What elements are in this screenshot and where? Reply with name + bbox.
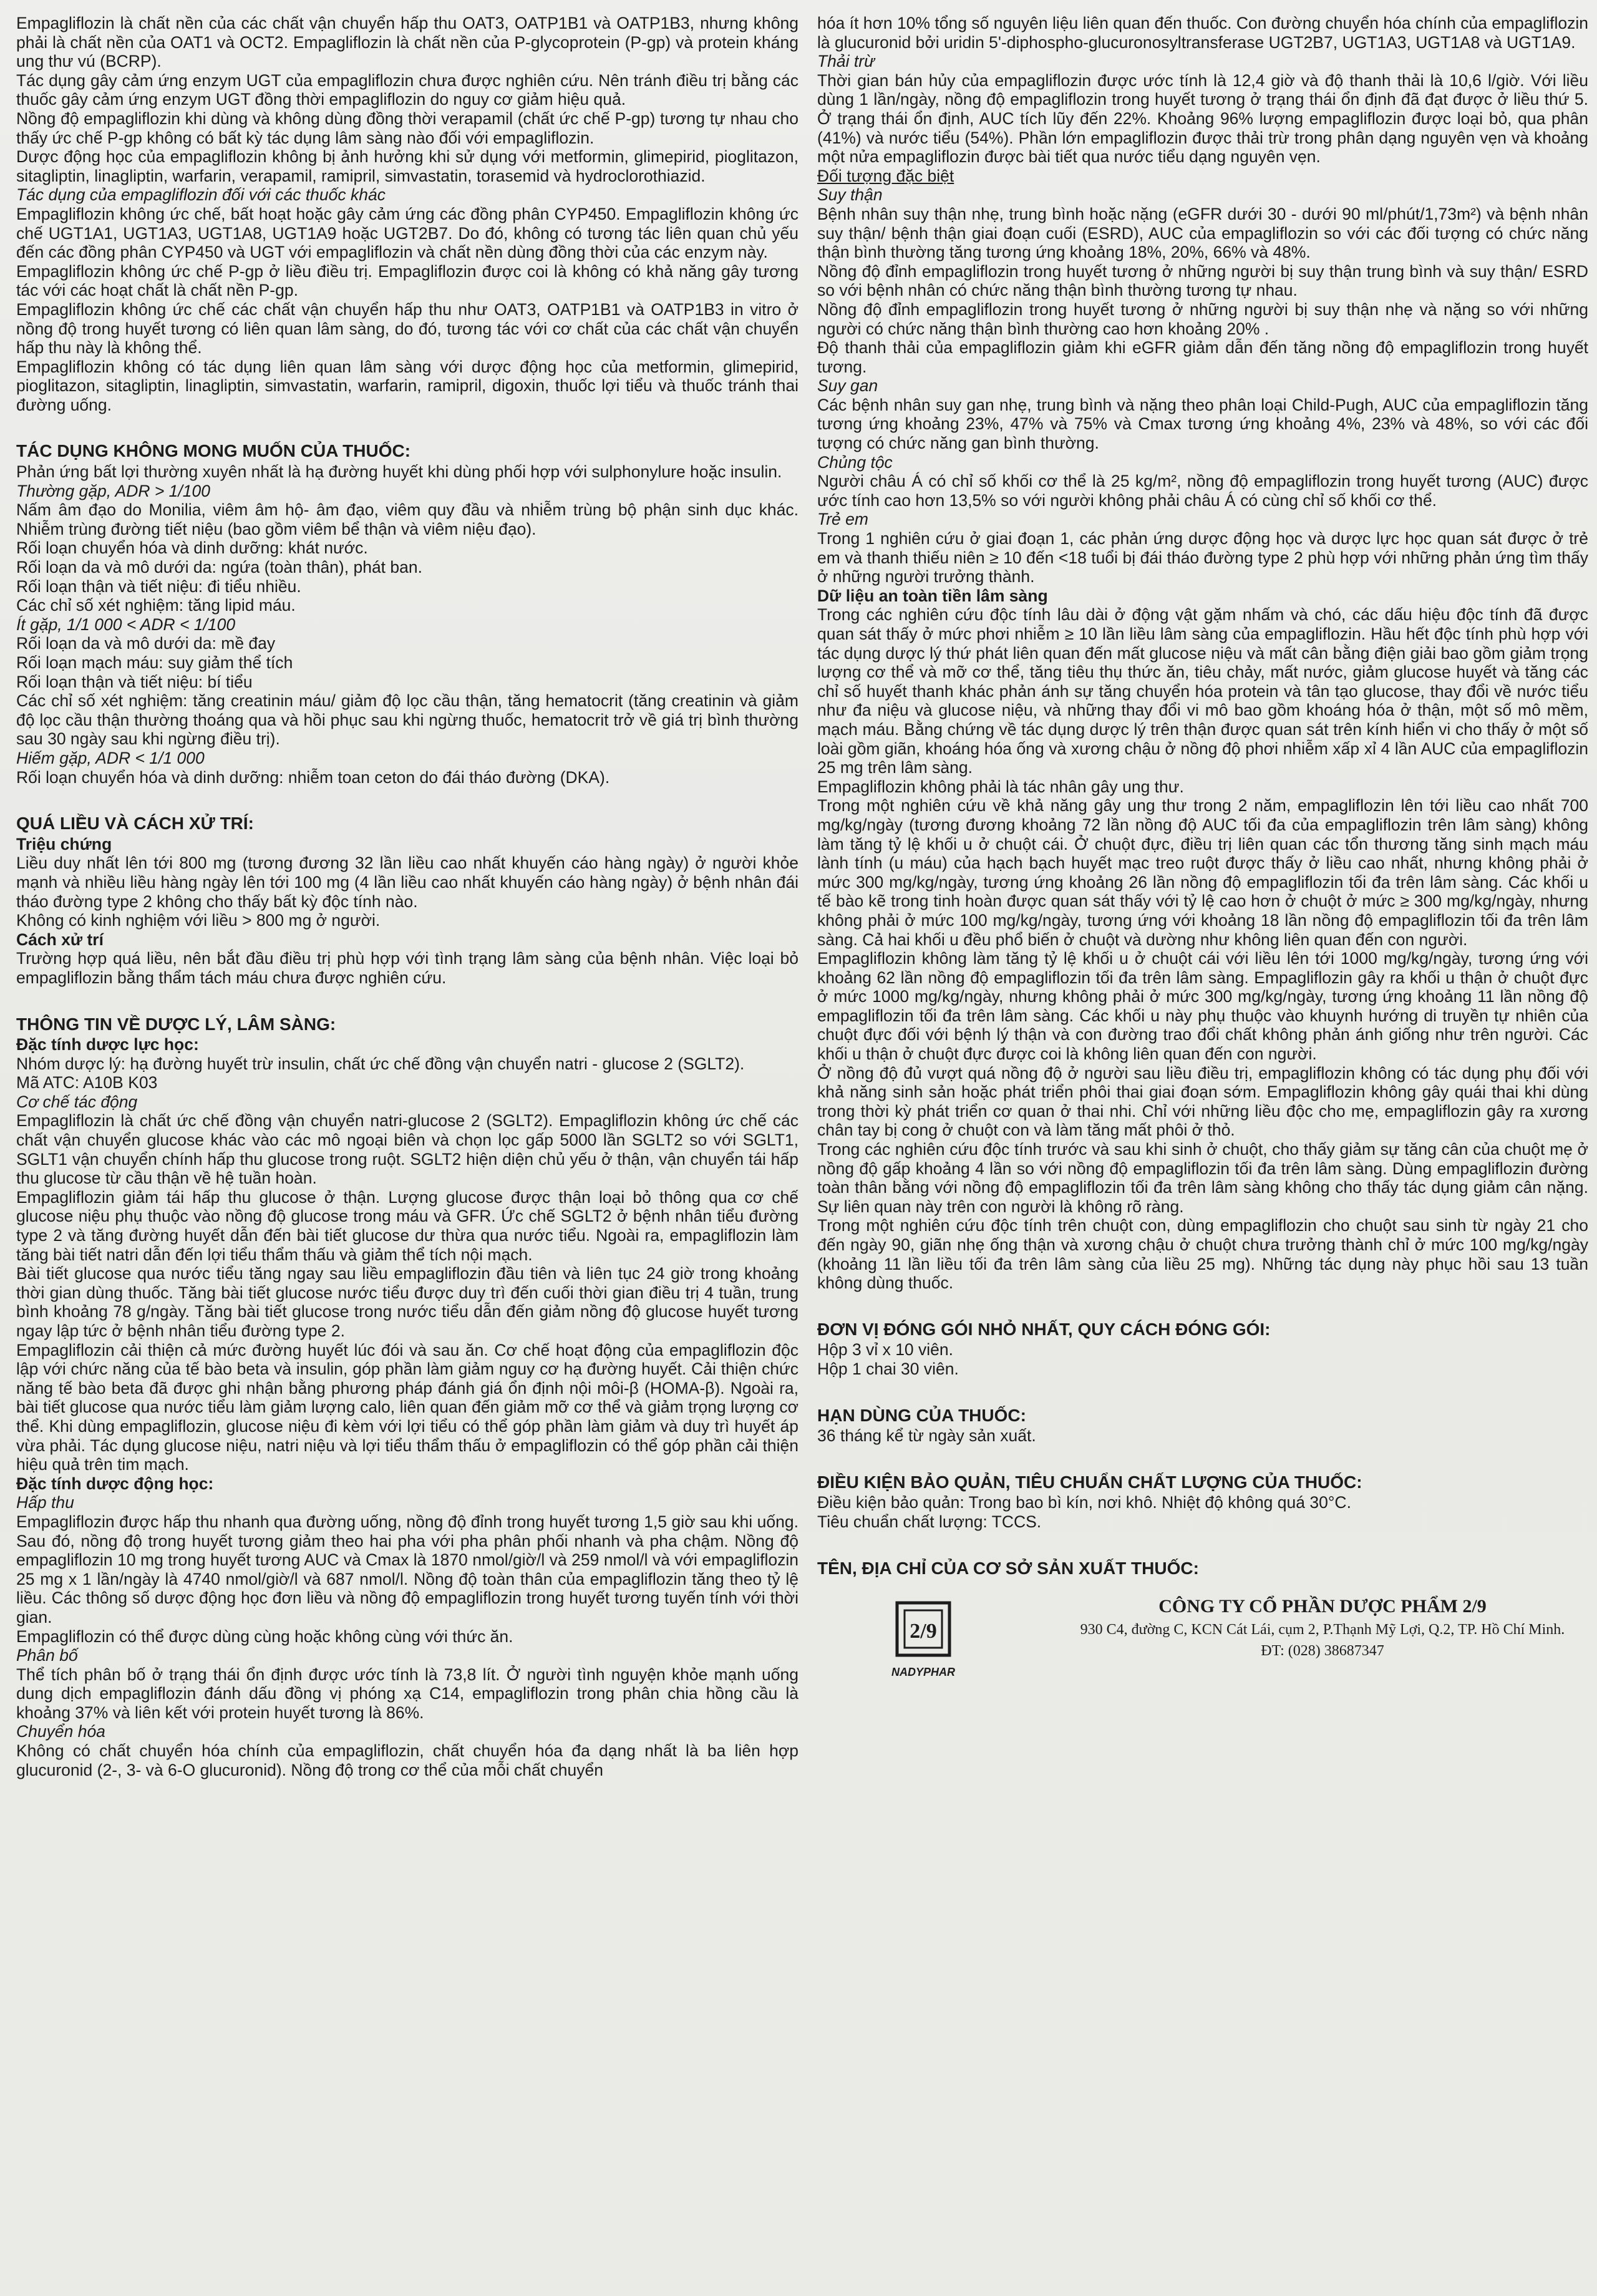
atc-code: Mã ATC: A10B K03 [16, 1073, 158, 1092]
company-info [1067, 1594, 1578, 1661]
adverse-paragraph: Rối loạn da và mô dưới da: mề đay [16, 634, 276, 653]
subheading-absorption: Hấp thu [16, 1493, 74, 1512]
pharmacodynamics-paragraph: Empagliflozin cải thiện cả mức đường huyết lúc đói và sau ăn. Cơ chế hoạt động của empagliflozin độc lập với chức năng của tế bào beta và insulin, góp phần làm giảm nguy cơ hạ đường huyết. Cải thiện chức năng tế bào beta đã được ghi nhận bằng phương pháp đánh giá ổn định nội môi-β (HOMA-β). Ngoài ra, bài tiết glucose qua nước tiểu làm giảm lượng calo, liên quan đến giảm mỡ cơ thể và giảm trọng lượng cơ thể. Khi dùng empagliflozin, glucose niệu đi kèm với lợi tiểu có thể góp phần làm giảm và duy trì huyết áp vừa phải. Tác dụng glucose niệu, natri niệu và lợi tiểu thẩm thấu ở empagliflozin có thể góp phần cải thiện hiệu quả trên tim mạch. [16, 1340, 798, 1474]
overdose-paragraph: Liều duy nhất lên tới 800 mg (tương đương 32 lần liều cao nhất khuyến cáo hàng ngày) ở người khỏe mạnh và nhiều liều hàng ngày lên tới 100 mg (4 lần liều cao nhất khuyến cáo hàng ngày) ở bệnh nhân đái tháo đường type 2 không cho thấy bất kỳ độc tính nào. [16, 854, 798, 911]
heading-pharmacology: THÔNG TIN VỀ DƯỢC LÝ, LÂM SÀNG: [16, 1014, 336, 1034]
safety-paragraph: Empagliflozin không phải là tác nhân gây ung thư. [817, 777, 1184, 796]
interaction-paragraph: Empagliflozin không ức chế, bất hoạt hoặc gây cảm ứng các đồng phân CYP450. Empagliflozin không ức chế UGT1A1, UGT1A3, UGT1A8, UGT1A9 hoặc UGT2B7. Do đó, không có tương tác liên quan chủ yếu đến các đồng phân CYP450 và UGT với empagliflozin và chất nền dùng đồng thời của các enzym này. [16, 204, 798, 262]
subheading-children: Trẻ em [817, 510, 868, 529]
heading-adverse-effects: TÁC DỤNG KHÔNG MONG MUỐN CỦA THUỐC: [16, 441, 411, 461]
subheading-treatment: Cách xử trí [16, 930, 104, 949]
safety-paragraph: Trong các nghiên cứu độc tính trước và sau khi sinh ở chuột, cho thấy giảm sự tăng cân của chuột mẹ ở nồng độ gấp khoảng 4 lần so với nồng độ empagliflozin tối đa trên lâm sàng. Dùng empagliflozin đường toàn thân bằng với nồng độ empagliflozin tối đa trên lâm sàng không cho thấy tác dụng giảm cân nặng. Sự liên quan này trên con người là không rõ ràng. [817, 1140, 1588, 1216]
subheading-common: Thường gặp, ADR > 1/100 [16, 481, 210, 500]
renal-paragraph: Độ thanh thải của empagliflozin giảm khi eGFR giảm dẫn đến tăng nồng độ empagliflozin trong huyết tương. [817, 338, 1588, 376]
pharmacodynamics-paragraph: Bài tiết glucose qua nước tiểu tăng ngay sau liều empagliflozin đầu tiên và liên tục 24 giờ trong khoảng thời gian dùng thuốc. Tăng bài tiết glucose nước tiểu được duy trì đến cuối thời gian điều trị 4 tuần, trung bình khoảng 78 g/ngày. Tăng bài tiết glucose trong nước tiểu dẫn đến giảm nồng độ glucose huyết tương ngay lập tức ở bệnh nhân tiểu đường type 2. [16, 1264, 798, 1340]
adverse-paragraph: Phản ứng bất lợi thường xuyên nhất là hạ đường huyết khi dùng phối hợp với sulphonylure hoặc insulin. [16, 462, 782, 482]
subheading-mechanism: Cơ chế tác động [16, 1092, 138, 1111]
subheading-preclinical-safety: Dữ liệu an toàn tiền lâm sàng [817, 586, 1048, 605]
subheading-pharmacodynamics: Đặc tính dược lực học: [16, 1035, 199, 1054]
adverse-paragraph: Rối loạn mạch máu: suy giảm thể tích [16, 653, 293, 672]
interaction-paragraph: Empagliflozin là chất nền của các chất vận chuyển hấp thu OAT3, OATP1B1 và OATP1B3, nhưng không phải là chất nền của OAT1 và OCT2. Empagliflozin là chất nền của P-glycoprotein (P-gp) và protein kháng ung thư vú (BCRP). [16, 14, 798, 71]
company-address: 930 C4, đường C, KCN Cát Lái, cụm 2, P.Thạnh Mỹ Lợi, Q.2, TP. Hồ Chí Minh. [1080, 1622, 1565, 1638]
heading-overdose: QUÁ LIỀU VÀ CÁCH XỬ TRÍ: [16, 814, 255, 834]
interaction-paragraph: Nồng độ empagliflozin khi dùng và không dùng đồng thời verapamil (chất ức chế P-gp) tương tự nhau cho thấy ức chế P-gp không có bất kỳ tác dụng lâm sàng nào đối với empagliflozin. [16, 109, 798, 147]
packaging-item: Hộp 3 vỉ x 10 viên. [817, 1340, 954, 1360]
interaction-paragraph: Dược động học của empagliflozin không bị ảnh hưởng khi sử dụng với metformin, glimepirid, pioglitazon, sitagliptin, linagliptin, warfarin, verapamil, ramipril, simvastatin, torasemid và hydroclorothiazid. [16, 147, 798, 185]
subheading-special-populations: Đối tượng đặc biệt [817, 166, 954, 185]
interaction-paragraph: Empagliflozin không ức chế các chất vận chuyển hấp thu như OAT3, OATP1B1 và OATP1B3 in vitro ở nồng độ trong huyết tương có liên quan lâm sàng, do đó, tương tác với cơ chất của các chất vận chuyển hấp thu này là không thể. [16, 299, 798, 358]
subheading-uncommon: Ít gặp, 1/1 000 < ADR < 1/100 [16, 615, 236, 634]
pharmacokinetics-paragraph: Empagliflozin được hấp thu nhanh qua đường uống, nồng độ đỉnh trong huyết tương 1,5 giờ sau khi uống. Sau đó, nồng độ trong huyết tương giảm theo hai pha với pha phân phối nhanh và pha chậm. Nồng độ empagliflozin 10 mg trong huyết tương AUC và Cmax là 1870 nmol/giờ/l và 259 nmol/l và với empagliflozin 25 mg x 1 lần/ngày là 4740 nmol/giờ/l và 687 nmol/l. Nồng độ toàn thân của empagliflozin tăng theo tỷ lệ liều. Các thông số dược động học đơn liều và nồng độ empagliflozin trong huyết tương tuyến tính với thời gian. [16, 1512, 798, 1627]
race-paragraph: Người châu Á có chỉ số khối cơ thể là 25 kg/m², nồng độ empagliflozin trong huyết tương (AUC) được ước tính cao hơn 13,5% so với người không phải châu Á có cùng chỉ số khối cơ thể. [817, 472, 1588, 510]
safety-paragraph: Empagliflozin không làm tăng tỷ lệ khối u ở chuột cái với liều lên tới 1000 mg/kg/ngày, tương ứng với khoảng 62 lần nồng độ empagliflozin tối đa trên lâm sàng. Empagliflozin gây ra khối u thận ở chuột đực ở mức 1000 mg/kg/ngày, nhưng không phải ở mức 300 mg/kg/ngày, tương ứng khoảng 11 lần nồng độ empagliflozin tối đa trên lâm sàng. Các khối u này phụ thuộc vào khuynh hướng di truyền tự nhiên của chuột đực đối với bệnh lý thận và con đường trao đổi chất không phản ánh giống như trên người. Các khối u thận ở chuột đực được coi là không liên quan đến con người. [817, 949, 1588, 1064]
interaction-paragraph: Empagliflozin không có tác dụng liên quan lâm sàng với dược động học của metformin, glimepirid, pioglitazon, sitagliptin, linagliptin, simvastatin, warfarin, ramipril, digoxin, thuốc lợi tiểu và thuốc tránh thai đường uống. [16, 357, 798, 414]
children-paragraph: Trong 1 nghiên cứu ở giai đoạn 1, các phản ứng dược động học và dược lực học quan sát được ở trẻ em và thanh thiếu niên ≥ 10 đến <18 tuổi bị đái tháo đường type 2 phù hợp với những phản ứng tìm thấy ở những người trưởng thành. [817, 529, 1588, 586]
subheading-distribution: Phân bố [16, 1646, 78, 1665]
safety-paragraph: Trong một nghiên cứu độc tính trên chuột con, dùng empagliflozin cho chuột sau sinh từ ngày 21 cho đến ngày 90, giãn nhẹ ống thận và xương chậu ở chuột chưa trưởng thành chỉ ở mức 100 mg/kg/ngày (khoảng 11 lần liều tối đa trên lâm sàng của liều 25 mg). Những tác dụng này phục hồi sau 13 tuần không dùng thuốc. [817, 1216, 1588, 1293]
quality-standard: Tiêu chuẩn chất lượng: TCCS. [817, 1512, 1042, 1531]
adverse-paragraph: Các chỉ số xét nghiệm: tăng creatinin máu/ giảm độ lọc cầu thận, tăng hematocrit (tăng creatinin và giảm độ lọc cầu thận thường thoáng qua và hồi phục sau khi ngừng thuốc, hematocrit trở về giá trị bình thường sau 30 ngày sau khi ngừng điều trị). [16, 691, 798, 749]
heading-packaging: ĐƠN VỊ ĐÓNG GÓI NHỎ NHẤT, QUY CÁCH ĐÓNG GÓI: [817, 1319, 1271, 1339]
pharmacokinetics-paragraph: Empagliflozin có thể được dùng cùng hoặc không cùng với thức ăn. [16, 1627, 513, 1646]
overdose-paragraph: Không có kinh nghiệm với liều > 800 mg ở người. [16, 911, 381, 930]
hepatic-paragraph: Các bệnh nhân suy gan nhẹ, trung bình và nặng theo phân loại Child-Pugh, AUC của empagliflozin tăng tương ứng khoảng 23%, 47% và 75% và Cmax tương ứng khoảng 4%, 23% và 48%, so với các đối tượng có chức năng gan bình thường. [817, 395, 1588, 453]
adverse-paragraph: Rối loạn thận và tiết niệu: đi tiểu nhiều. [16, 576, 301, 596]
heading-storage: ĐIỀU KIỆN BẢO QUẢN, TIÊU CHUẨN CHẤT LƯỢNG CỦA THUỐC: [817, 1472, 1362, 1492]
overdose-paragraph: Trường hợp quá liều, nên bắt đầu điều trị phù hợp với tình trạng lâm sàng của bệnh nhân. Việc loại bỏ empagliflozin bằng thẩm tách máu chưa được nghiên cứu. [16, 949, 798, 987]
company-phone: ĐT: (028) 38687347 [1261, 1643, 1384, 1660]
elimination-paragraph: Thời gian bán hủy của empagliflozin được ước tính là 12,4 giờ và độ thanh thải là 10,6 l/giờ. Với liều dùng 1 lần/ngày, nồng độ empagliflozin trong huyết tương ở trạng thái ổn định đã đạt được ở liều thứ 5. Ở trạng thái ổn định, AUC tích lũy đến 22%. Khoảng 96% lượng empagliflozin được loại bỏ, qua phân (41%) và nước tiểu (54%). Phần lớn empagliflozin được thải trừ trong phân dạng nguyên vẹn và khoảng một nửa empagliflozin được bài tiết qua nước tiểu dạng nguyên vẹn. [817, 71, 1588, 167]
safety-paragraph: Ở nồng độ đủ vượt quá nồng độ ở người sau liều điều trị, empagliflozin không có tác dụng phụ đối với khả năng sinh sản hoặc phát triển phôi thai giai đoạn sớm. Empagliflozin không gây quái thai khi dùng trong thời kỳ phát triển cơ quan ở thai nhi. Chỉ với những liều độc cho mẹ, empagliflozin gây ra xương chân tay bị cong ở chuột con và làm tăng mất phôi ở thỏ. [817, 1063, 1588, 1140]
nadyphar-logo-icon [892, 1600, 954, 1694]
subheading-other-drugs: Tác dụng của empagliflozin đối với các thuốc khác [16, 185, 386, 205]
subheading-pharmacokinetics: Đặc tính dược động học: [16, 1474, 214, 1493]
adverse-paragraph: Nấm âm đạo do Monilia, viêm âm hộ- âm đạo, viêm quy đầu và nhiễm trùng bộ phận sinh dục khác. Nhiễm trùng đường tiết niệu (bao gồm viêm bể thận và viêm niệu đạo). [16, 500, 798, 538]
pharmacokinetics-paragraph: Thể tích phân bố ở trạng thái ổn định được ước tính là 73,8 lít. Ở người tình nguyện khỏe mạnh uống dung dịch empagliflozin đánh dấu đồng vị phóng xạ C14, empagliflozin trong phân chia hồng cầu là khoảng 37% và liên kết với protein huyết tương là 86%. [16, 1665, 798, 1722]
packaging-item: Hộp 1 chai 30 viên. [817, 1359, 959, 1378]
subheading-hepatic: Suy gan [817, 376, 878, 396]
subheading-metabolism: Chuyển hóa [16, 1722, 105, 1741]
renal-paragraph: Nồng độ đỉnh empagliflozin trong huyết tương ở những người bị suy thận trung bình và suy thận/ ESRD so với bệnh nhân có chức năng thận bình thường tương tự nhau. [817, 261, 1588, 300]
adverse-paragraph: Rối loạn chuyển hóa và dinh dưỡng: khát nước. [16, 538, 368, 558]
pharmacodynamics-paragraph: Empagliflozin là chất ức chế đồng vận chuyển natri-glucose 2 (SGLT2). Empagliflozin không ức chế các chất vận chuyển glucose khác vào các mô ngoại biên và chọn lọc gấp 5000 lần SGLT2 so với SGLT1, SGLT1 vận chuyển chính hấp thu glucose trong ruột. SGLT2 hiện diện chủ yếu ở thận, vận chuyển tái hấp thu glucose từ cầu thận về hệ tuần hoàn. [16, 1111, 798, 1188]
subheading-elimination: Thải trừ [817, 52, 875, 71]
renal-paragraph: Nồng độ đỉnh empagliflozin trong huyết tương ở những người bị suy thận nhẹ và nặng so với những người có chức năng thận bình thường cao hơn khoảng 20% . [817, 299, 1588, 338]
right-column [817, 14, 1588, 1700]
adverse-paragraph: Rối loạn da và mô dưới da: ngứa (toàn thân), phát ban. [16, 558, 422, 577]
renal-paragraph: Bệnh nhân suy thận nhẹ, trung bình hoặc nặng (eGFR dưới 30 - dưới 90 ml/phút/1,73m²) và bệnh nhân suy thận/ bệnh thận giai đoạn cuối (ESRD), AUC của empagliflozin so với các đối tượng có chức năng thận bình thường tăng tương ứng khoảng 18%, 20%, 66% và 48%. [817, 204, 1588, 262]
svg-text:2/9: 2/9 [910, 1620, 937, 1643]
heading-expiry: HẠN DÙNG CỦA THUỐC: [817, 1405, 1026, 1425]
manufacturer-block [817, 1594, 1588, 1700]
heading-manufacturer: TÊN, ĐỊA CHỈ CỦA CƠ SỞ SẢN XUẤT THUỐC: [817, 1558, 1199, 1578]
adverse-paragraph: Rối loạn chuyển hóa và dinh dưỡng: nhiễm toan ceton do đái tháo đường (DKA). [16, 767, 610, 787]
logo-wordmark: NADYPHAR [891, 1666, 955, 1679]
pharmacodynamics-paragraph: Nhóm dược lý: hạ đường huyết trừ insulin, chất ức chế đồng vận chuyển natri - glucose 2 (SGLT2). [16, 1054, 745, 1073]
subheading-rare: Hiếm gặp, ADR < 1/1 000 [16, 748, 205, 767]
pharmacodynamics-paragraph: Empagliflozin giảm tái hấp thu glucose ở thận. Lượng glucose được thận loại bỏ thông qua cơ chế glucose niệu phụ thuộc vào nồng độ glucose trong máu và GFR. Ức chế SGLT2 ở bệnh nhân tiểu đường type 2 và tăng đường huyết dẫn đến bài tiết glucose dư thừa qua nước tiểu. Ngoài ra, empagliflozin làm tăng bài tiết natri dẫn đến lợi tiểu thẩm thấu và giảm thể tích nội mạch. [16, 1187, 798, 1264]
storage-condition: Điều kiện bảo quản: Trong bao bì kín, nơi khô. Nhiệt độ không quá 30°C. [817, 1493, 1351, 1512]
subheading-renal: Suy thận [817, 185, 883, 205]
interaction-paragraph: Tác dụng gây cảm ứng enzym UGT của empagliflozin chưa được nghiên cứu. Nên tránh điều trị bằng các thuốc gây cảm ứng enzym UGT đồng thời empagliflozin do nguy cơ giảm hiệu quả. [16, 71, 798, 109]
expiry-text: 36 tháng kể từ ngày sản xuất. [817, 1426, 1036, 1446]
adverse-paragraph: Các chỉ số xét nghiệm: tăng lipid máu. [16, 596, 296, 615]
safety-paragraph: Trong một nghiên cứu về khả năng gây ung thư trong 2 năm, empagliflozin lên tới liều cao nhất 700 mg/kg/ngày (tương đương khoảng 72 lần nồng độ AUC tối đa của empagliflozin trên lâm sàng) không làm tăng tỷ lệ khối u ở chuột cái. Ở chuột đực, điều trị liên quan các tổn thương tăng sinh mạch máu lành tính (u máu) của hạch bạch huyết mạc treo ruột được thấy ở liều cao nhất, nhưng không phải ở mức 300 mg/kg/ngày, tương ứng khoảng 26 lần nồng độ empagliflozin tối đa trên lâm sàng. Các khối u tế bào kẽ trong tinh hoàn được quan sát thấy với tỷ lệ cao hơn ở chuột ở mức ≥ 300 mg/kg/ngày, nhưng không phải ở mức 100 mg/kg/ngày, tương ứng với khoảng 18 lần nồng độ empagliflozin tối đa trên lâm sàng. Cả hai khối u đều phổ biến ở chuột và dường như không liên quan đến con người. [817, 796, 1588, 949]
adverse-paragraph: Rối loạn thận và tiết niệu: bí tiểu [16, 672, 253, 691]
pharmacokinetics-paragraph: Không có chất chuyển hóa chính của empagliflozin, chất chuyển hóa đa dạng nhất là ba liên hợp glucuronid (2-, 3- và 6-O glucuronid). Nồng độ trong cơ thể của mỗi chất chuyển [16, 1741, 798, 1779]
safety-paragraph: Trong các nghiên cứu độc tính lâu dài ở động vật gặm nhấm và chó, các dấu hiệu độc tính đã được quan sát thấy ở mức phơi nhiễm ≥ 10 lần liều lâm sàng của empagliflozin. Hầu hết độc tính phù hợp với tác dụng dược lý thứ phát liên quan đến mất glucose niệu và mất cân bằng điện giải bao gồm giảm trọng lượng cơ thể và mỡ cơ thể, tăng tiêu thụ thức ăn, tiêu chảy, mất nước, giảm glucose huyết và tăng các chỉ số huyết thanh khác phản ánh sự tăng chuyển hóa protein và tân tạo glucose, thay đổi về nước tiểu như đa niệu và glucose niệu, và những thay đổi vi mô bao gồm khoáng hóa ở thận, một số mô mềm, mạch máu. Bằng chứng về tác dụng dược lý trên thận được quan sát trên kính hiển vi cho thấy ở một số loài gồm giãn, khoáng hóa ống và xương chậu ở nồng độ phơi nhiễm xấp xỉ 4 lần AUC của empagliflozin 25 mg trên lâm sàng. [817, 605, 1588, 777]
left-column [16, 14, 798, 1779]
metabolism-paragraph: hóa ít hơn 10% tổng số nguyên liệu liên quan đến thuốc. Con đường chuyển hóa chính của empagliflozin là glucuronid bởi uridin 5'-diphospho-glucuronosyltransferase UGT2B7, UGT1A3, UGT1A8 và UGT1A9. [817, 14, 1588, 52]
subheading-symptoms: Triệu chứng [16, 834, 112, 854]
interaction-paragraph: Empagliflozin không ức chế P-gp ở liều điều trị. Empagliflozin được coi là không có khả năng gây tương tác với các hoạt chất là chất nền P-gp. [16, 261, 798, 300]
subheading-race: Chủng tộc [817, 452, 893, 472]
company-name: CÔNG TY CỔ PHẦN DƯỢC PHẨM 2/9 [1158, 1596, 1487, 1617]
